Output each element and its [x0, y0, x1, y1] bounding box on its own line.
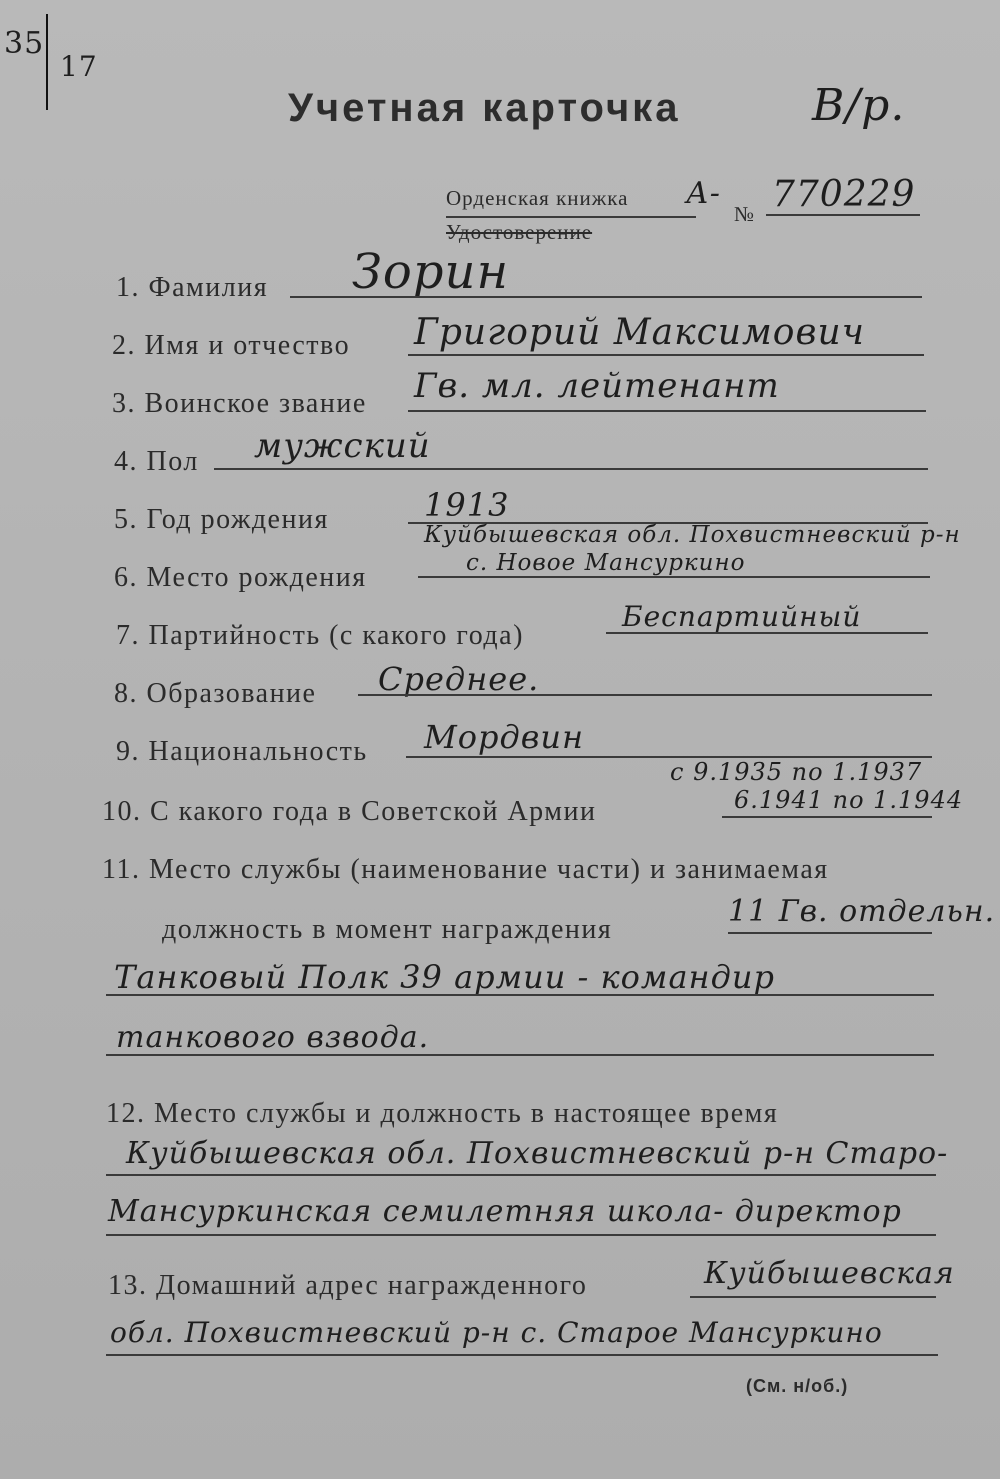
field-13-underline-1 [690, 1296, 936, 1298]
field-5-value: 1913 [424, 486, 510, 524]
field-7-value: Беспартийный [622, 600, 862, 633]
field-11-value-line2: Танковый Полк 39 армии - командир [114, 958, 775, 996]
field-7-underline [606, 632, 928, 634]
field-3-label: 3. Воинское звание [112, 388, 367, 419]
card-title: Учетная карточка [288, 86, 681, 130]
field-11-underline-2 [106, 994, 934, 996]
field-11-value-line1: 11 Гв. отдельн. [728, 894, 996, 929]
number-underline [766, 214, 920, 216]
order-book-underline [446, 216, 696, 218]
field-6-value-line1: Куйбышевская обл. Похвистневский р-н [424, 522, 961, 548]
field-6-underline [418, 576, 930, 578]
order-book-series: А- [686, 176, 721, 211]
field-4-underline [214, 468, 928, 470]
field-12-underline-1 [106, 1174, 936, 1176]
field-10-label: 10. С какого года в Советской Армии [102, 796, 597, 827]
field-4-value: мужский [254, 426, 431, 466]
field-11-underline-1 [728, 932, 932, 934]
field-11-label-line1: 11. Место службы (наименование части) и занимаемая [102, 854, 829, 885]
field-11-label-line2: должность в момент награждения [162, 914, 613, 945]
corner-divider [46, 14, 48, 110]
field-1-underline [290, 296, 922, 298]
field-1-label: 1. Фамилия [116, 272, 269, 303]
field-13-label: 13. Домашний адрес награжденного [108, 1270, 588, 1301]
field-8-underline [358, 694, 932, 696]
field-11-value-line3: танкового взвода. [116, 1020, 430, 1055]
field-8-value: Среднее. [378, 660, 540, 698]
field-10-value-line1: с 9.1935 по 1.1937 [670, 758, 923, 786]
field-6-value-line2: с. Новое Мансуркино [466, 550, 746, 576]
corner-number-left: 35 [4, 26, 45, 61]
number-label: № [734, 202, 756, 226]
corner-number-right: 17 [60, 50, 98, 83]
field-13-value-line1: Куйбышевская [704, 1256, 955, 1291]
see-reverse-note: (См. н/об.) [746, 1376, 849, 1396]
field-5-label: 5. Год рождения [114, 504, 329, 535]
field-12-value-line1: Куйбышевская обл. Похвистневский р-н Старо- [126, 1136, 949, 1171]
field-13-value-line2: обл. Похвистневский р-н с. Старое Мансуркино [110, 1316, 883, 1349]
field-11-underline-3 [106, 1054, 934, 1056]
field-10-underline [722, 816, 932, 818]
field-3-value: Гв. мл. лейтенант [414, 366, 780, 406]
field-3-underline [408, 410, 926, 412]
field-12-label: 12. Место службы и должность в настоящее время [106, 1098, 779, 1129]
field-10-value-line2: 6.1941 по 1.1944 [734, 786, 964, 814]
order-book-label: Орденская книжка [446, 186, 629, 210]
field-2-value: Григорий Максимович [414, 312, 866, 353]
field-12-value-line2: Мансуркинская семилетняя школа- директор [108, 1194, 902, 1229]
field-1-value: Зорин [352, 244, 510, 300]
order-book-number: 770229 [772, 174, 916, 215]
field-2-underline [408, 354, 924, 356]
field-9-value: Мордвин [424, 718, 585, 756]
field-6-label: 6. Место рождения [114, 562, 367, 593]
certificate-label: Удостоверение [446, 220, 593, 244]
field-2-label: 2. Имя и отчество [112, 330, 351, 361]
field-4-label: 4. Пол [114, 446, 199, 477]
field-12-underline-2 [106, 1234, 936, 1236]
field-7-label: 7. Партийность (с какого года) [116, 620, 524, 651]
field-9-label: 9. Национальность [116, 736, 368, 767]
field-8-label: 8. Образование [114, 678, 317, 709]
title-note: В/р. [812, 80, 906, 131]
field-13-underline-2 [106, 1354, 938, 1356]
